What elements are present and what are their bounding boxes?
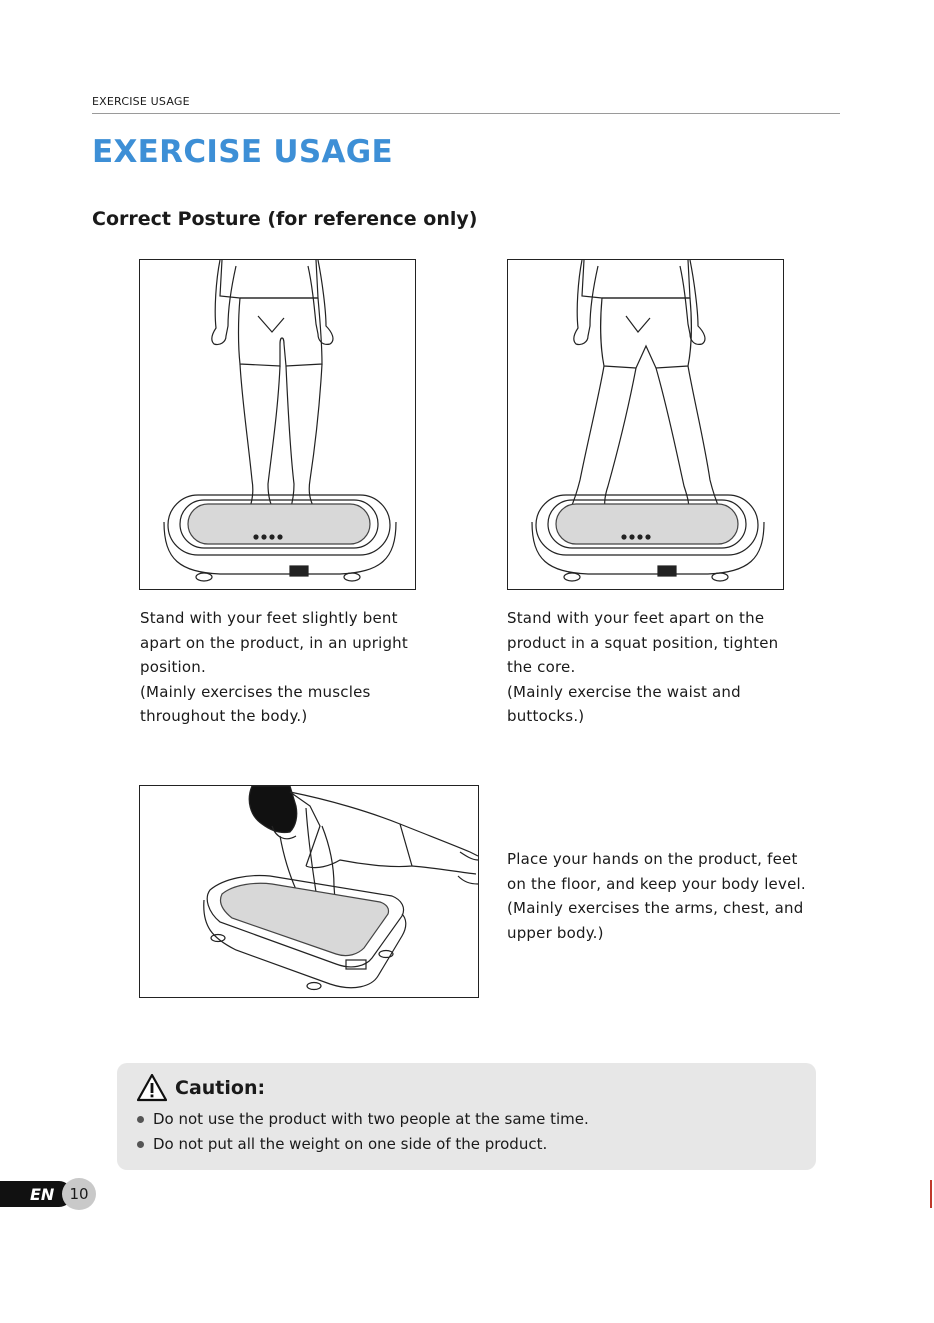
figure-standing-upright <box>139 259 416 590</box>
caution-header <box>137 1074 265 1102</box>
caution-title: Caution: <box>175 1077 266 1099</box>
description-line: the core. <box>507 658 576 676</box>
description-line: buttocks.) <box>507 707 585 725</box>
person-plank-illustration <box>140 786 478 997</box>
description-line: (Mainly exercise the waist and <box>507 682 741 701</box>
bullet-icon <box>137 1116 144 1123</box>
description-line: throughout the body.) <box>140 707 308 725</box>
description-line: (Mainly exercises the arms, chest, and <box>507 899 804 917</box>
caution-item <box>137 1132 589 1157</box>
description-line: apart on the product, in an upright <box>140 633 408 652</box>
figure-plank <box>139 785 479 998</box>
warning-triangle-icon <box>137 1074 167 1102</box>
posture-description-plank <box>507 847 825 945</box>
description-line: upper body.) <box>507 923 604 942</box>
person-squat-illustration <box>508 260 783 589</box>
language-label: EN <box>30 1185 55 1204</box>
description-line: on the floor, and keep your body level. <box>507 874 806 893</box>
caution-item-text: Do not put all the weight on one side of the product. <box>153 1135 548 1153</box>
page-number: 10 <box>62 1178 96 1210</box>
description-line: product in a squat position, tighten <box>507 633 779 652</box>
caution-list <box>137 1107 589 1157</box>
person-standing-upright-illustration <box>140 260 415 589</box>
caution-item <box>137 1107 589 1132</box>
posture-description-standing <box>140 606 440 729</box>
header-divider <box>92 113 840 114</box>
edge-marker <box>930 1180 932 1208</box>
running-header: EXERCISE USAGE <box>92 95 190 108</box>
bullet-icon <box>137 1141 144 1148</box>
figure-squat <box>507 259 784 590</box>
description-line: Stand with your feet apart on the <box>507 609 765 627</box>
page-title: EXERCISE USAGE <box>92 134 394 170</box>
description-line: position. <box>140 658 206 676</box>
section-heading: Correct Posture (for reference only) <box>92 208 478 230</box>
description-line: Place your hands on the product, feet <box>507 850 798 868</box>
description-line: Stand with your feet slightly bent <box>140 609 398 627</box>
caution-item-text: Do not use the product with two people at the same time. <box>153 1110 589 1128</box>
description-line: (Mainly exercises the muscles <box>140 682 371 701</box>
caution-box <box>117 1063 816 1170</box>
posture-description-squat <box>507 606 807 729</box>
